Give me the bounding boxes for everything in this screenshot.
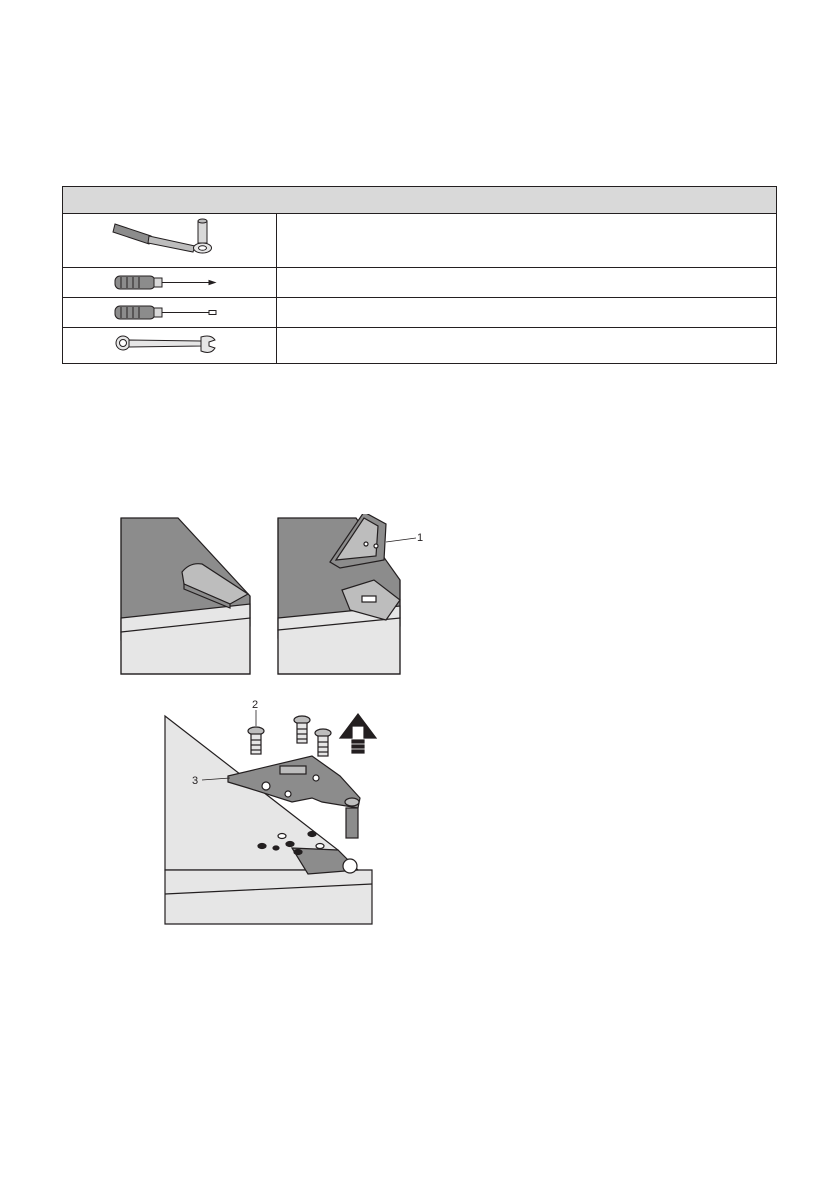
torque-wrench-icon [63,214,277,267]
tool-icon-cell [63,214,277,267]
phillips-screwdriver-icon [63,268,277,297]
tool-icon-cell [63,298,277,327]
callout-label-3: 3 [192,775,199,787]
table-row [63,268,776,298]
tool-description-cell [277,268,776,297]
tool-description-cell [277,214,776,267]
tools-table [62,186,777,364]
right-panel [278,514,400,674]
tools-table-header [63,187,776,214]
tool-icon-cell [63,328,277,364]
callout-leader-1 [386,538,416,542]
left-panel [121,518,250,674]
cabinet-front [165,870,372,924]
tool-description-cell [277,328,776,364]
tool-description-cell [277,298,776,327]
hinge-bracket-illustration [162,698,382,930]
screw [315,729,331,756]
callout-label-2: 2 [252,699,259,711]
screw [294,716,310,743]
table-row [63,214,776,268]
spanner-wrench-icon [63,328,277,363]
tool-icon-cell [63,268,277,297]
table-row [63,298,776,328]
arrow-up-icon [340,714,376,753]
hinge-cover-illustration [118,514,428,680]
screw [248,727,264,754]
table-row [63,328,776,364]
callout-label-1: 1 [417,532,424,544]
flat-screwdriver-icon [63,298,277,327]
